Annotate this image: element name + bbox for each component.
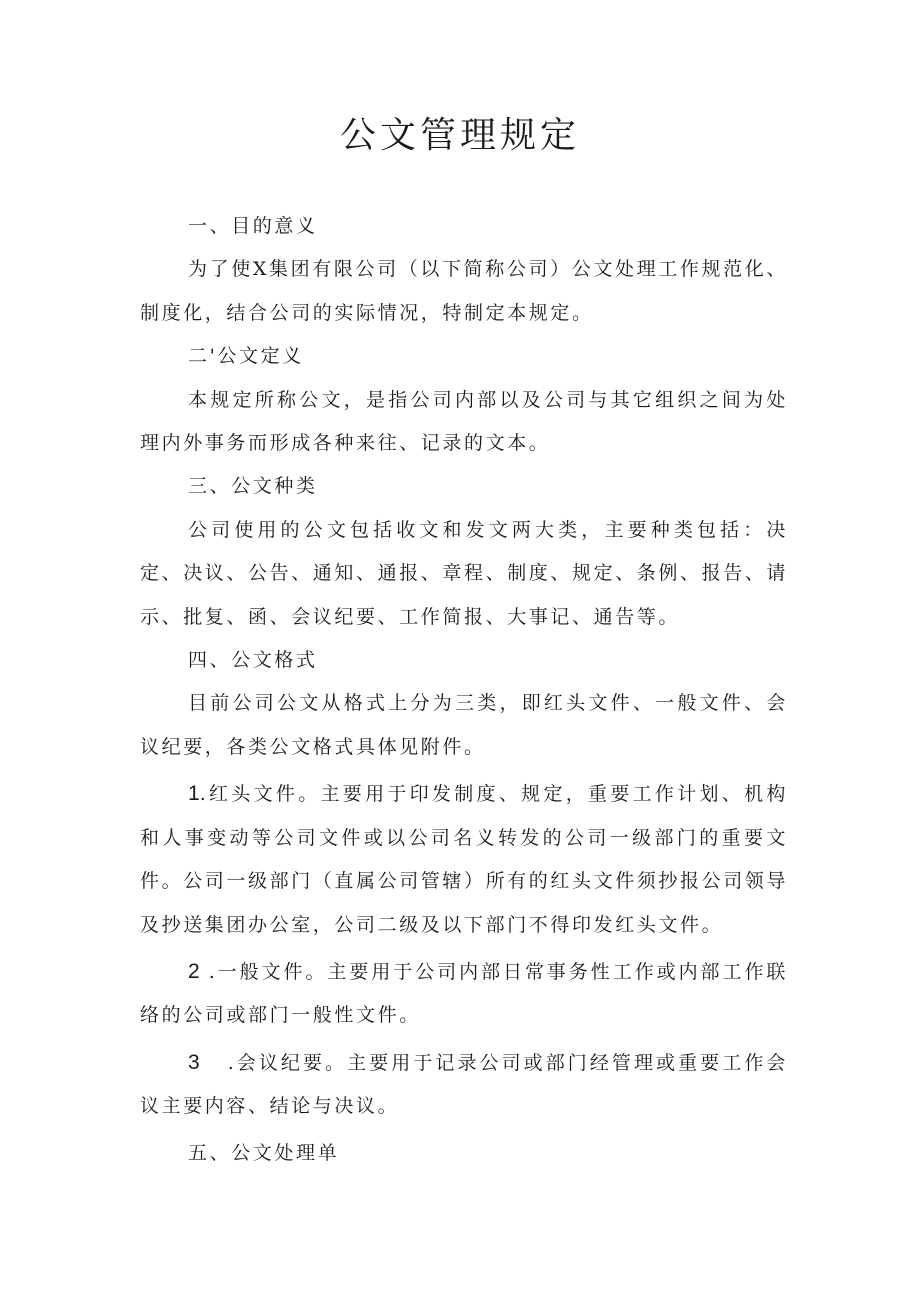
paragraph-format: 目前公司公文从格式上分为三类，即红头文件、一般文件、会议纪要，各类公文格式具体见附件。 [140, 692, 788, 758]
list-item-text: .红头文件。主要用于印发制度、规定，重要工作计划、机构和人事变动等公司文件或以公司名义转发的公司一级部门的重要文件。公司一级部门（直属公司管辖）所有的红头文件须抄报公司领导及抄送集团办公室，公司二级及以下部门不得印发红头文件。 [140, 783, 789, 936]
section-heading-types: 三、公文种类 [188, 475, 318, 498]
list-item-red-header-file [140, 772, 788, 947]
section-heading-processing-form: 五、公文处理单 [188, 1141, 340, 1164]
paragraph-purpose: 为了使X集团有限公司（以下简称公司）公文处理工作规范化、制度化，结合公司的实际情况，特制定本规定。 [140, 258, 788, 324]
document-body [140, 205, 788, 1175]
section-heading-definition: 二'公文定义 [188, 345, 304, 368]
list-item-meeting-minutes [140, 1041, 788, 1129]
document-title: 公文管理规定 [339, 115, 580, 156]
paragraph-types: 公司使用的公文包括收文和发文两大类，主要种类包括：决定、决议、公告、通知、通报、章程、制度、规定、条例、报告、请示、批复、函、会议纪要、工作简报、大事记、通告等。 [140, 518, 789, 628]
section-heading-purpose: 一、目的意义 [188, 215, 318, 237]
list-item-text: .会议纪要。主要用于记录公司或部门经管理或重要工作会议主要内容、结论与决议。 [140, 1051, 788, 1118]
list-item-text: .一般文件。主要用于公司内部日常事务性工作或内部工作联络的公司或部门一般性文件。 [140, 960, 789, 1027]
list-item-number: 2 [188, 959, 200, 983]
list-item-number: 1 [188, 782, 200, 806]
paragraph-definition: 本规定所称公文，是指公司内部以及公司与其它组织之间为处理内外事务而形成各种来往、记录的文本。 [140, 388, 788, 455]
list-item-number: 3 [188, 1050, 200, 1074]
list-item-general-file [140, 950, 788, 1038]
section-heading-format: 四、公文格式 [188, 649, 318, 672]
